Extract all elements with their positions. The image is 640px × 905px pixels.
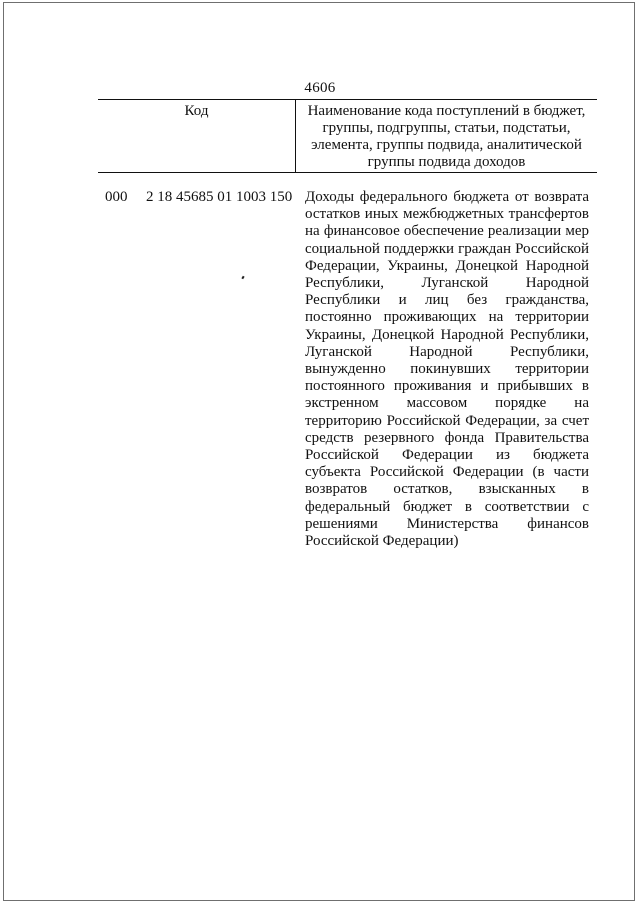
header-name-label: Наименование кода поступлений в бюджет, группы, подгруппы, статьи, подстатьи, элемента, группы подвида, аналитической группы подвида доходов bbox=[307, 103, 586, 170]
row-description: Доходы федерального бюджета от возврата остатков иных межбюджетных трансфертов на финансовое обеспечение реализации мер социальной поддержки граждан Российской Федерации, Украины, Донецкой Народной Республики, Луганской Народной Республики и лиц без гражданства, постоянно проживающих на территории Украины, Донецкой Народной Республики, Луганской Народной Республики, вынужденно покинувших территории постоянного проживания и прибывших в экстренном массовом порядке на территорию Российской Федерации, за счет средств резервного фонда Правительства Российской Федерации из бюджета субъекта Российской Федерации (в части возвратов остатков, взысканных в федеральный бюджет в соответствии с решениями Министерства финансов Российской Федерации) bbox=[305, 189, 589, 550]
header-column-divider bbox=[295, 100, 296, 172]
table-header bbox=[98, 99, 597, 173]
row-admin-code: 000 bbox=[105, 189, 128, 205]
page-number: 4606 bbox=[304, 80, 336, 96]
header-code-label: Код bbox=[184, 103, 209, 119]
row-income-code: 2 18 45685 01 1003 150 bbox=[146, 189, 293, 205]
